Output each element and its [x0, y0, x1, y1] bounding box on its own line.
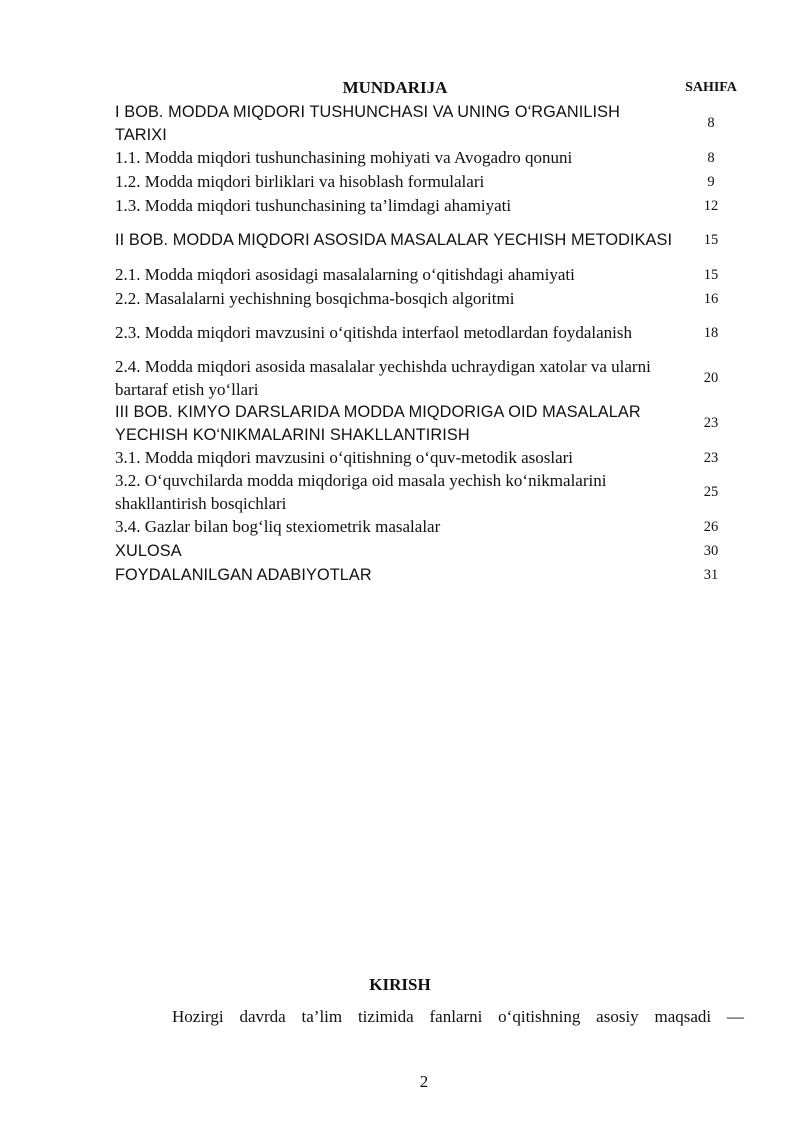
toc-entry-page: 23: [703, 415, 719, 431]
toc-entry-text: XULOSA: [115, 541, 182, 560]
toc-entry: [115, 170, 745, 194]
toc-entry-text: 2.2. Masalalarni yechishning bosqichma-bosqich algoritmi: [115, 288, 515, 308]
toc-entry-page: 15: [703, 232, 719, 248]
toc-entry-page: 15: [703, 266, 719, 283]
toc-entry-text: 3.4. Gazlar bilan bog‘liq stexiometrik masalalar: [115, 516, 441, 536]
toc-entry: [115, 539, 745, 563]
toc-entry-text: II BOB. MODDA MIQDORI ASOSIDA MASALALAR YECHISH METODIKASI: [115, 231, 673, 250]
toc-entry-page: 12: [703, 197, 719, 214]
toc-entry: [115, 263, 745, 287]
toc-entry-text: 2.1. Modda miqdori asosidagi masalalarning o‘qitishdagi ahamiyati: [115, 264, 575, 284]
toc-entry-text: 3.1. Modda miqdori mavzusini o‘qitishning o‘quv-metodik asoslari: [115, 447, 574, 467]
toc-entry-text: I BOB. MODDA MIQDORI TUSHUNCHASI VA UNING O‘RGANILISH TARIXI: [115, 103, 620, 144]
toc-entry: [115, 563, 745, 587]
toc-entry-page: 30: [703, 542, 719, 559]
toc-entry-page: 20: [703, 370, 719, 386]
toc-entry: [115, 446, 745, 470]
toc-entry-page: 9: [707, 173, 715, 190]
toc-entry-page: 8: [707, 115, 715, 131]
toc-entry-page: 31: [703, 566, 719, 583]
table-of-contents: [115, 101, 745, 587]
toc-entry-text: 1.3. Modda miqdori tushunchasining ta’limdagi ahamiyati: [115, 195, 512, 215]
toc-entry-page: 25: [703, 484, 719, 500]
toc-entry: [115, 194, 745, 218]
toc-entry-text: III BOB. KIMYO DARSLARIDA MODDA MIQDORIGA OID MASALALAR YECHISH KO‘NIKMALARINI SHAKLLANTIRISH: [115, 403, 641, 444]
toc-entry-page: 18: [703, 325, 719, 341]
toc-entry: [115, 146, 745, 170]
toc-entry-page: 8: [707, 149, 715, 166]
toc-entry: [115, 515, 745, 539]
toc-entry-text: 1.2. Modda miqdori birliklari va hisoblash formulalari: [115, 171, 485, 191]
intro-paragraph: Hozirgi davrda ta’lim tizimida fanlarni o‘qitishning asosiy maqsadi —: [172, 1007, 744, 1026]
section-heading: KIRISH: [369, 975, 431, 994]
toc-entry: [115, 356, 745, 401]
toc-entry-text: 2.3. Modda miqdori mavzusini o‘qitishda interfaol metodlardan foydalanish: [115, 323, 632, 343]
toc-entry-text: 1.1. Modda miqdori tushunchasining mohiyati va Avogadro qonuni: [115, 147, 573, 167]
toc-entry: [115, 470, 745, 515]
toc-entry: [115, 287, 745, 311]
toc-entry: [115, 218, 745, 263]
toc-entry-page: 26: [703, 518, 719, 535]
toc-entry-page: 16: [703, 290, 719, 307]
page-number: 2: [419, 1072, 429, 1091]
toc-entry: [115, 311, 745, 356]
toc-entry: [115, 101, 745, 146]
toc-entry-text: 2.4. Modda miqdori asosida masalalar yechishda uchraydigan xatolar va ularni bartaraf etish yo‘llari: [115, 357, 651, 399]
toc-header: [115, 78, 745, 98]
toc-page-column-header: SAHIFA: [685, 80, 737, 95]
toc-title: MUNDARIJA: [342, 78, 448, 97]
toc-entry-text: 3.2. O‘quvchilarda modda miqdoriga oid masala yechish ko‘nikmalarini shakllantirish bosqichlari: [115, 471, 607, 513]
toc-entry-text: FOYDALANILGAN ADABIYOTLAR: [115, 565, 372, 584]
toc-entry: [115, 401, 745, 446]
toc-entry-page: 23: [703, 449, 719, 466]
